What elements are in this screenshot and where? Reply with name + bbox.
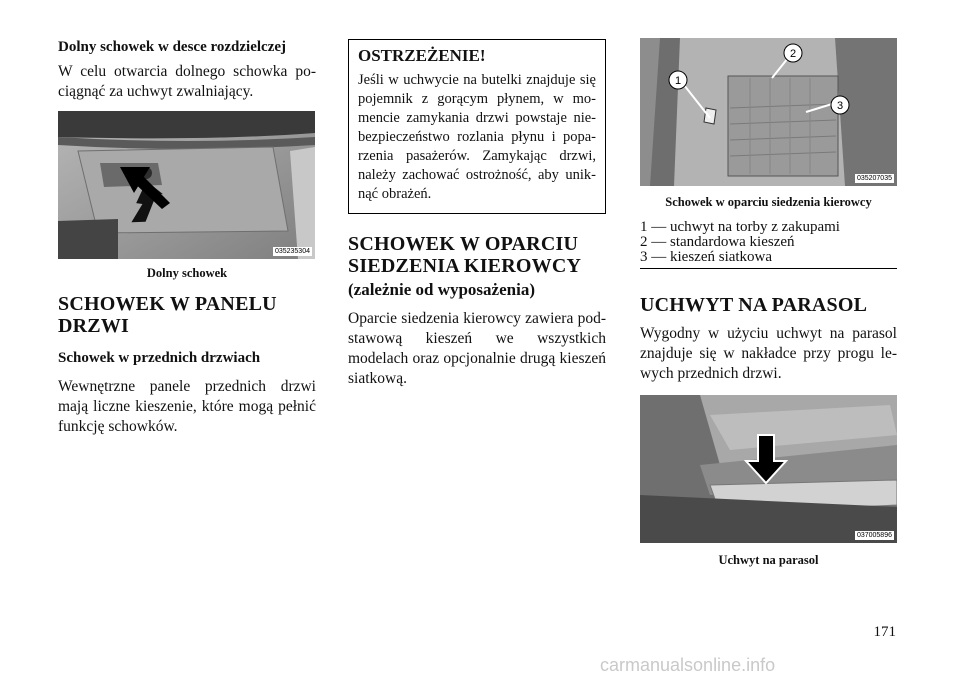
section-subtitle: (zależnie od wyposażenia) [348,280,535,299]
figure-umbrella-holder [640,395,897,543]
umbrella-text: Wygodny w użyciu uchwyt na parasol znajduje się w nakładce przy progu le-wych przednich drzwi. [640,325,897,382]
callout-1: 1 [674,75,682,87]
callout-2: 2 [789,48,797,60]
figure-code: 035207035 [856,175,892,182]
watermark: carmanualsonline.info [600,655,776,675]
seatback-photo [640,38,897,186]
seatback-storage-text: Oparcie siedzenia kierowcy zawiera pod-stawową kieszeń we wszystkich modelach oraz opcjonalnie drugą kieszeń siatkową. [348,310,606,387]
page-number: 171 [873,624,896,640]
column-middle [348,39,606,389]
figure-lower-glovebox [58,111,315,259]
column-right [640,38,897,568]
figure-caption: Uchwyt na parasol [718,553,819,567]
section-title-door-storage: SCHOWEK W PANELU DRZWI [58,293,277,337]
warning-title: OSTRZEŻENIE! [358,46,486,65]
section-title-umbrella: UCHWYT NA PARASOL [640,294,868,316]
subheading-glovebox: Dolny schowek w desce rozdzielczej [58,39,287,55]
legend-item: 1 — uchwyt na torby z zakupami [640,219,840,235]
figure-caption: Dolny schowek [146,266,228,280]
umbrella-photo [640,395,897,543]
legend-item: 3 — kieszeń siatkowa [640,249,773,265]
column-left [58,38,316,437]
callout-legend [640,220,897,269]
legend-item: 2 — standardowa kieszeń [640,234,795,250]
figure-caption: Schowek w oparciu siedzenia kierowcy [665,195,872,209]
section-title-seatback-storage: SCHOWEK W OPARCIU SIEDZENIA KIEROWCY [348,233,582,277]
subheading-front-doors: Schowek w przednich drzwiach [58,350,261,366]
warning-box [348,39,606,214]
door-storage-text: Wewnętrzne panele przednich drzwi mają liczne kieszenie, które mogą pełnić funkcję schowków. [58,378,316,435]
figure-code: 037005896 [856,532,892,539]
callout-3: 3 [836,100,844,112]
glovebox-photo [58,111,315,259]
warning-text: Jeśli w uchwycie na butelki znajduje się pojemnik z gorącym płynem, w mo-mencie zamykania drzwi powstaje nie-bezpieczeństwo rozlania płynu i popa-rzenia pasażerów. Zamykając drzwi, należy zachować ostrożność, aby unik-nąć obrażeń. [358,72,596,202]
figure-code: 035235304 [274,248,310,255]
glovebox-instructions: W celu otwarcia dolnego schowka po-ciągnąć za uchwyt zwalniający. [58,63,316,100]
figure-seatback-pocket [640,38,897,186]
